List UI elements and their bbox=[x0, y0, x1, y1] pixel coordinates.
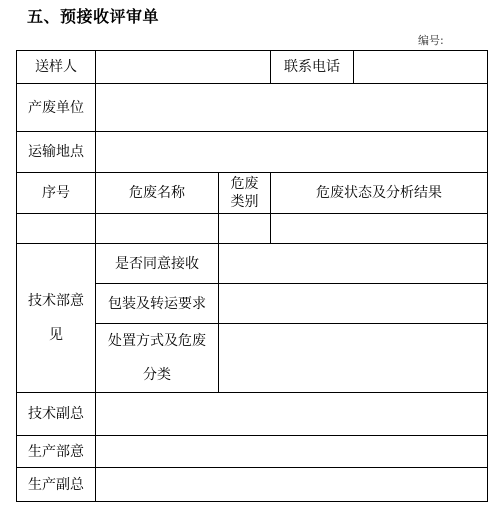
production-deputy-field[interactable] bbox=[96, 468, 488, 502]
phone-label: 联系电话 bbox=[271, 51, 354, 84]
disposal-field[interactable] bbox=[219, 324, 488, 393]
result-cell[interactable] bbox=[271, 214, 488, 244]
production-dept-label: 生产部意 bbox=[17, 436, 96, 468]
serial-number-label: 编号: bbox=[418, 34, 444, 47]
column-header-name: 危废名称 bbox=[96, 173, 219, 214]
column-header-result: 危废状态及分析结果 bbox=[271, 173, 488, 214]
sender-label: 送样人 bbox=[17, 51, 96, 84]
unit-label: 产废单位 bbox=[17, 84, 96, 132]
disposal-label bbox=[96, 324, 219, 393]
packaging-field[interactable] bbox=[219, 284, 488, 324]
packaging-label: 包装及转运要求 bbox=[96, 284, 219, 324]
accept-field[interactable] bbox=[219, 244, 488, 284]
production-dept-field[interactable] bbox=[96, 436, 488, 468]
phone-field[interactable] bbox=[354, 51, 488, 84]
seq-cell[interactable] bbox=[17, 214, 96, 244]
tech-opinion-line-2: 见 bbox=[49, 327, 63, 343]
location-field[interactable] bbox=[96, 132, 488, 173]
tech-opinion-label bbox=[17, 244, 96, 393]
sender-field[interactable] bbox=[96, 51, 271, 84]
category-cell[interactable] bbox=[219, 214, 271, 244]
column-header-category bbox=[219, 173, 271, 214]
tech-deputy-field[interactable] bbox=[96, 393, 488, 436]
location-label: 运输地点 bbox=[17, 132, 96, 173]
disposal-line-2: 分类 bbox=[143, 367, 171, 383]
tech-opinion-line-1: 技术部意 bbox=[28, 293, 84, 309]
production-deputy-label: 生产副总 bbox=[17, 468, 96, 502]
disposal-line-1: 处置方式及危废 bbox=[108, 333, 206, 349]
category-line-1: 危废 bbox=[230, 176, 259, 192]
name-cell[interactable] bbox=[96, 214, 219, 244]
review-form-table bbox=[16, 50, 488, 502]
column-header-seq: 序号 bbox=[17, 173, 96, 214]
page-title: 五、预接收评审单 bbox=[27, 7, 160, 26]
tech-deputy-label: 技术副总 bbox=[17, 393, 96, 436]
category-line-2: 类别 bbox=[230, 194, 259, 210]
accept-label: 是否同意接收 bbox=[96, 244, 219, 284]
unit-field[interactable] bbox=[96, 84, 488, 132]
